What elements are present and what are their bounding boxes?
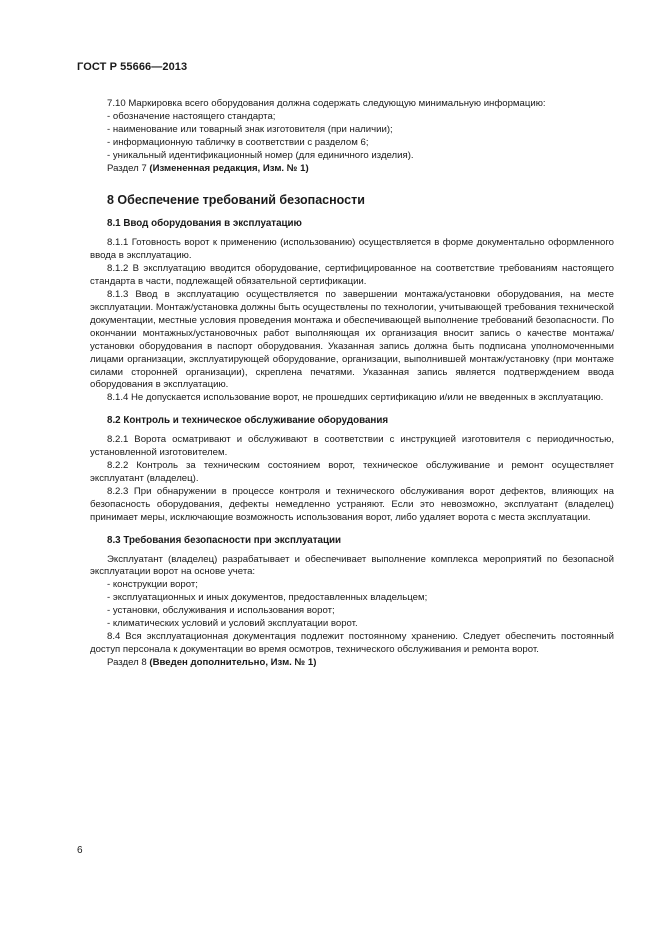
list-item: - установки, обслуживания и использования ворот; [107, 605, 335, 617]
subsection-8-3-title: 8.3 Требования безопасности при эксплуатации [107, 534, 342, 546]
section-8-title: 8 Обеспечение требований безопасности [107, 193, 365, 208]
list-item: - информационную табличку в соответствии с разделом 6; [107, 136, 369, 148]
page-body [90, 98, 614, 670]
clause-8-4: 8.4 Вся эксплуатационная документация подлежит постоянному хранению. Следует обеспечить постоянный доступ персонала к документации во время осмотров, технического обслуживания и ремонта ворот. [90, 631, 614, 655]
subsection-8-2-title: 8.2 Контроль и техническое обслуживание оборудования [107, 415, 389, 427]
clause-8-2-2: 8.2.2 Контроль за техническим состоянием ворот, техническое обслуживание и ремонт осуществляет эксплуатант (владелец). [90, 460, 614, 484]
document-id-header: ГОСТ Р 55666—2013 [77, 61, 188, 73]
clause-8-3-intro: Эксплуатант (владелец) разрабатывает и обеспечивает выполнение комплекса мероприятий по безопасной эксплуатации ворот на основе учета: [90, 553, 614, 578]
clause-8-1-1: 8.1.1 Готовность ворот к применению (использованию) осуществляется в форме документально оформленного ввода в эксплуатацию. [90, 237, 614, 262]
amendment-note-section-8 [90, 657, 614, 670]
subsection-8-1-title: 8.1 Ввод оборудования в эксплуатацию [107, 218, 302, 230]
list-item: - наименование или товарный знак изготовителя (при наличии); [107, 123, 393, 135]
page-number: 6 [77, 845, 83, 856]
amendment-note-bold: (Измененная редакция, Изм. № 1) [149, 162, 309, 174]
clause-8-2-3: 8.2.3 При обнаружении в процессе контроля и технического обслуживания ворот дефектов, влияющих на безопасность оборудования, дефекты немедленно устраняют. Если это невозможно, эксплуатант (владелец) принимает меры, исключающие возможность использования ворот, либо удаляет ворота с места эксплуатации. [90, 485, 614, 523]
amendment-note-prefix: Раздел 8 [107, 656, 150, 668]
clause-8-1-3: 8.1.3 Ввод в эксплуатацию осуществляется по завершении монтажа/установки оборудования, на месте эксплуатации. Монтаж/установка должны быть осуществлены по технологии, учитывающей требования технической документации, местные условия проведения монтажа и обеспечивающей выполнение требований безопасности. По окончании монтажных/установочных работ выполняющая их организация вносит запись о качестве монтажа/установки оборудования в паспорт оборудования. Указанная запись должна быть подписана уполномоченными лицами организации, эксплуатирующей оборудование, организации, выполнившей монтаж/установку (при монтаже силами сторонней организации), скреплена печатями. Указанная запись является подтверждением ввода оборудования в эксплуатацию. [90, 289, 614, 391]
list-item: - климатических условий и условий эксплуатации ворот. [107, 618, 358, 630]
clause-7-10-intro: 7.10 Маркировка всего оборудования должна содержать следующую минимальную информацию: [107, 98, 546, 109]
amendment-note-bold: (Введен дополнительно, Изм. № 1) [149, 656, 317, 668]
amendment-note-section-7 [90, 163, 614, 176]
clause-8-1-2: 8.1.2 В эксплуатацию вводится оборудование, сертифицированное на соответствие требованиям настоящего стандарта в части, подлежащей обязательной сертификации. [90, 263, 614, 288]
list-item: - обозначение настоящего стандарта; [107, 110, 276, 122]
list-item: - уникальный идентификационный номер (для единичного изделия). [107, 149, 414, 161]
list-item: - конструкции ворот; [107, 579, 198, 591]
amendment-note-prefix: Раздел 7 [107, 162, 150, 174]
clause-8-2-1: 8.2.1 Ворота осматривают и обслуживают в соответствии с инструкцией изготовителя с периодичностью, установленной изготовителем. [90, 434, 614, 459]
list-item: - эксплуатационных и иных документов, предоставленных владельцем; [107, 592, 428, 604]
clause-8-1-4: 8.1.4 Не допускается использование ворот, не прошедших сертификацию и/или не введенных в эксплуатацию. [107, 392, 604, 404]
